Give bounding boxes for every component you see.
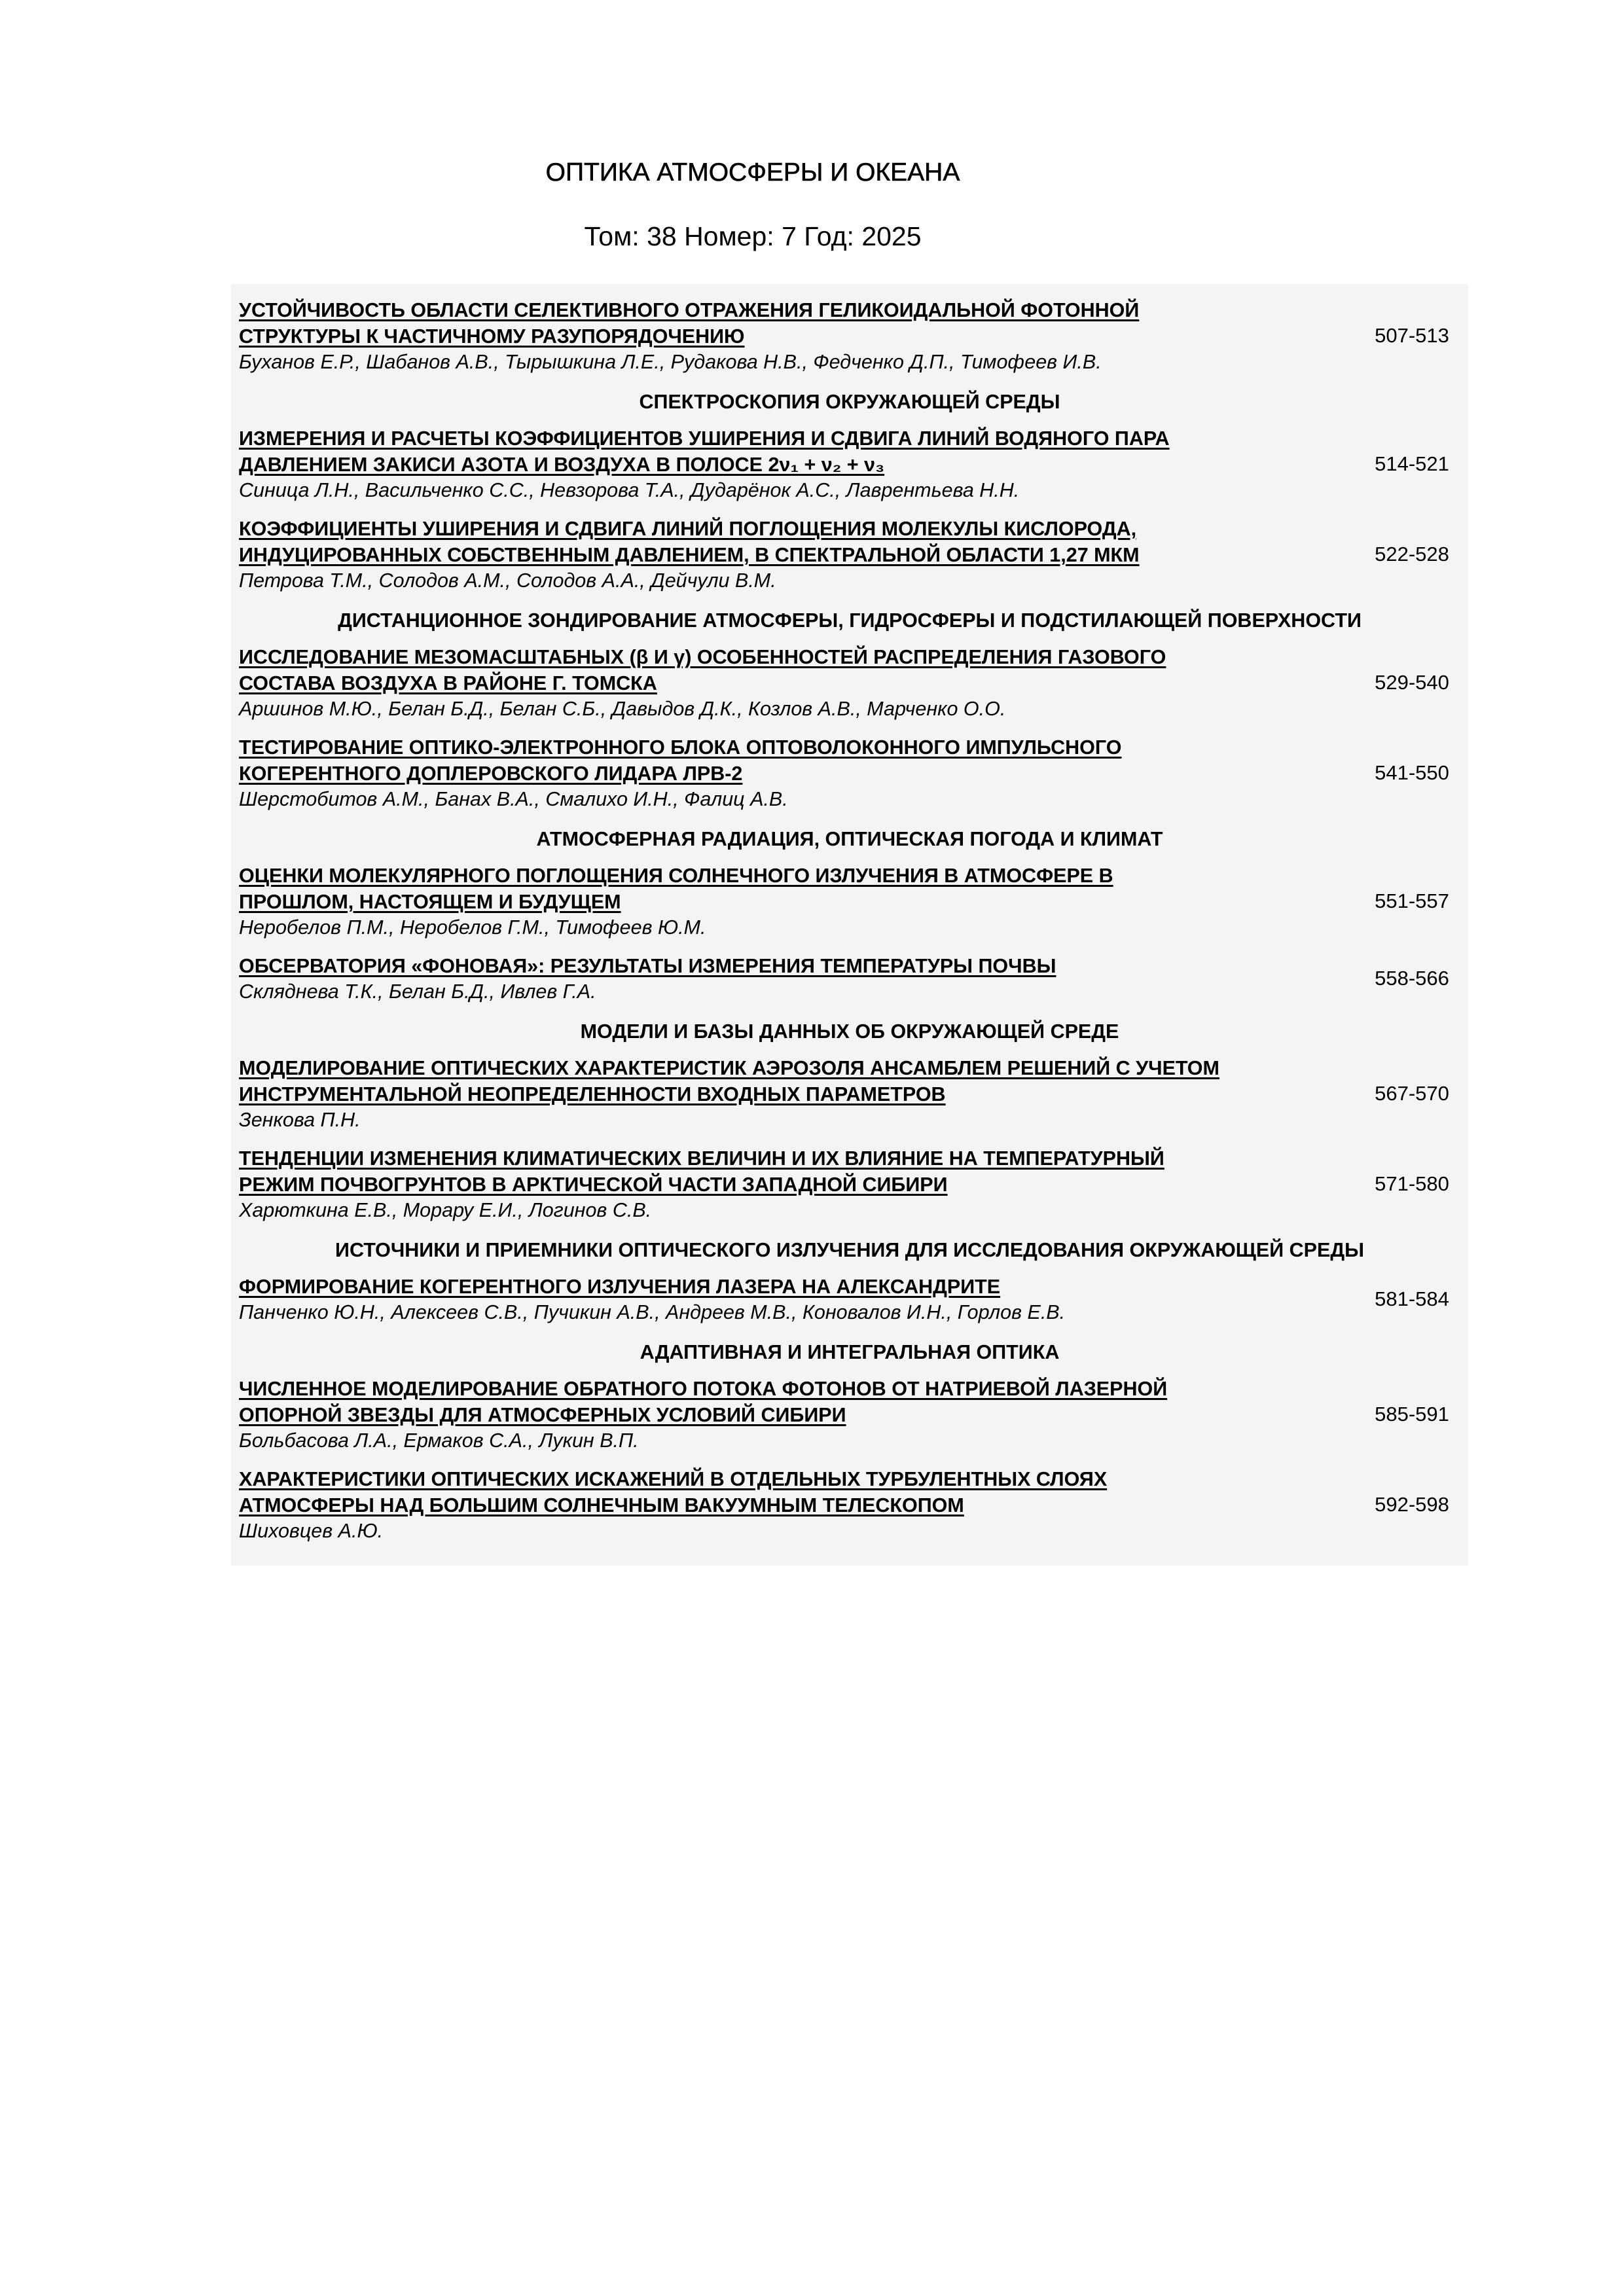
article-pages: 567-570 — [1375, 1082, 1449, 1105]
article-title-link[interactable]: УСТОЙЧИВОСТЬ ОБЛАСТИ СЕЛЕКТИВНОГО ОТРАЖЕНИЯ ГЕЛИКОИДАЛЬНОЙ ФОТОННОЙ — [239, 299, 1140, 321]
article-title-link[interactable]: ПРОШЛОМ, НАСТОЯЩЕМ И БУДУЩЕМ — [239, 891, 621, 913]
article-pages: 529-540 — [1375, 671, 1449, 694]
article-pages: 558-566 — [1375, 967, 1449, 990]
article-pages: 585-591 — [1375, 1403, 1449, 1426]
article-row — [231, 730, 1468, 821]
article-title-link[interactable]: СТРУКТУРЫ К ЧАСТИЧНОМУ РАЗУПОРЯДОЧЕНИЮ — [239, 325, 745, 348]
article-authors: Синица Л.Н., Васильченко С.С., Невзорова Т.А., Дударёнок А.С., Лаврентьева Н.Н. — [239, 479, 1020, 501]
article-title-link[interactable]: АТМОСФЕРЫ НАД БОЛЬШИМ СОЛНЕЧНЫМ ВАКУУМНЫМ ТЕЛЕСКОПОМ — [239, 1494, 964, 1516]
article-title-link[interactable]: МОДЕЛИРОВАНИЕ ОПТИЧЕСКИХ ХАРАКТЕРИСТИК АЭРОЗОЛЯ АНСАМБЛЕМ РЕШЕНИЙ С УЧЕТОМ — [239, 1057, 1219, 1079]
article-pages: 551-557 — [1375, 889, 1449, 912]
article-text — [239, 953, 1362, 1004]
article-pages: 541-550 — [1375, 761, 1449, 784]
article-text — [239, 1274, 1362, 1325]
article-title-link[interactable]: ИНСТРУМЕНТАЛЬНОЙ НЕОПРЕДЕЛЕННОСТИ ВХОДНЫХ ПАРАМЕТРОВ — [239, 1083, 946, 1105]
article-pages: 514-521 — [1375, 452, 1449, 475]
article-title-link[interactable]: ИССЛЕДОВАНИЕ МЕЗОМАСШТАБНЫХ (β И γ) ОСОБЕННОСТЕЙ РАСПРЕДЕЛЕНИЯ ГАЗОВОГО — [239, 646, 1166, 668]
article-title-link[interactable]: ИНДУЦИРОВАННЫХ СОБСТВЕННЫМ ДАВЛЕНИЕМ, В СПЕКТРАЛЬНОЙ ОБЛАСТИ 1,27 МКМ — [239, 544, 1140, 566]
section-heading: СПЕКТРОСКОПИЯ ОКРУЖАЮЩЕЙ СРЕДЫ — [639, 391, 1060, 413]
article-pages: 592-598 — [1375, 1493, 1449, 1516]
article-row — [231, 859, 1468, 949]
article-title-link[interactable]: КОГЕРЕНТНОГО ДОПЛЕРОВСКОГО ЛИДАРА ЛРВ-2 — [239, 762, 743, 785]
article-authors: Харюткина Е.В., Морару Е.И., Логинов С.В. — [239, 1199, 652, 1221]
article-row — [231, 512, 1468, 602]
article-title-link[interactable]: ОЦЕНКИ МОЛЕКУЛЯРНОГО ПОГЛОЩЕНИЯ СОЛНЕЧНОГО ИЗЛУЧЕНИЯ В АТМОСФЕРЕ В — [239, 865, 1113, 887]
article-pages: 522-528 — [1375, 543, 1449, 565]
article-row — [231, 1462, 1468, 1552]
article-pages: 507-513 — [1375, 324, 1449, 347]
article-title-link[interactable]: ОПОРНОЙ ЗВЕЗДЫ ДЛЯ АТМОСФЕРНЫХ УСЛОВИЙ СИБИРИ — [239, 1404, 846, 1426]
article-title-link[interactable]: КОЭФФИЦИЕНТЫ УШИРЕНИЯ И СДВИГА ЛИНИЙ ПОГЛОЩЕНИЯ МОЛЕКУЛЫ КИСЛОРОДА, — [239, 518, 1137, 540]
article-pages: 571-580 — [1375, 1172, 1449, 1195]
table-of-contents — [231, 284, 1468, 1566]
article-text — [239, 1466, 1362, 1543]
article-authors: Шиховцев А.Ю. — [239, 1520, 384, 1542]
section-heading: ДИСТАНЦИОННОЕ ЗОНДИРОВАНИЕ АТМОСФЕРЫ, ГИДРОСФЕРЫ И ПОДСТИЛАЮЩЕЙ ПОВЕРХНОСТИ — [338, 609, 1362, 632]
article-title-link[interactable]: СОСТАВА ВОЗДУХА В РАЙОНЕ Г. ТОМСКА — [239, 672, 657, 694]
article-title-link[interactable]: ХАРАКТЕРИСТИКИ ОПТИЧЕСКИХ ИСКАЖЕНИЙ В ОТДЕЛЬНЫХ ТУРБУЛЕНТНЫХ СЛОЯХ — [239, 1468, 1108, 1490]
article-title-link[interactable]: ЧИСЛЕННОЕ МОДЕЛИРОВАНИЕ ОБРАТНОГО ПОТОКА ФОТОНОВ ОТ НАТРИЕВОЙ ЛАЗЕРНОЙ — [239, 1378, 1168, 1400]
article-text — [239, 425, 1362, 503]
article-text — [239, 1145, 1362, 1223]
article-row — [231, 1372, 1468, 1462]
article-pages: 581-584 — [1375, 1287, 1449, 1310]
article-authors: Аршинов М.Ю., Белан Б.Д., Белан С.Б., Давыдов Д.К., Козлов А.В., Марченко О.О. — [239, 698, 1006, 720]
issue-line: Том: 38 Номер: 7 Год: 2025 — [584, 221, 922, 251]
article-title-link[interactable]: ИЗМЕРЕНИЯ И РАСЧЕТЫ КОЭФФИЦИЕНТОВ УШИРЕНИЯ И СДВИГА ЛИНИЙ ВОДЯНОГО ПАРА — [239, 427, 1170, 450]
article-row — [231, 949, 1468, 1013]
article-title-link[interactable]: РЕЖИМ ПОЧВОГРУНТОВ В АРКТИЧЕСКОЙ ЧАСТИ ЗАПАДНОЙ СИБИРИ — [239, 1174, 948, 1196]
article-authors: Больбасова Л.А., Ермаков С.А., Лукин В.П. — [239, 1429, 639, 1452]
section-heading: ИСТОЧНИКИ И ПРИЕМНИКИ ОПТИЧЕСКОГО ИЗЛУЧЕНИЯ ДЛЯ ИССЛЕДОВАНИЯ ОКРУЖАЮЩЕЙ СРЕДЫ — [335, 1239, 1364, 1261]
article-text — [239, 297, 1362, 374]
article-row — [231, 1141, 1468, 1232]
article-text — [239, 863, 1362, 940]
article-text — [239, 644, 1362, 721]
article-authors: Панченко Ю.Н., Алексеев С.В., Пучикин А.В., Андреев М.В., Коновалов И.Н., Горлов Е.В. — [239, 1301, 1066, 1323]
article-authors: Неробелов П.М., Неробелов Г.М., Тимофеев Ю.М. — [239, 916, 706, 939]
article-row — [231, 1270, 1468, 1334]
article-authors: Буханов Е.Р., Шабанов А.В., Тырышкина Л.Е., Рудакова Н.В., Федченко Д.П., Тимофеев И.В. — [239, 351, 1102, 373]
article-authors: Петрова Т.М., Солодов А.М., Солодов А.А., Дейчули В.М. — [239, 569, 776, 592]
article-row — [231, 422, 1468, 512]
journal-title: ОПТИКА АТМОСФЕРЫ И ОКЕАНА — [545, 158, 960, 187]
article-title-link[interactable]: ТЕСТИРОВАНИЕ ОПТИКО-ЭЛЕКТРОННОГО БЛОКА ОПТОВОЛОКОННОГО ИМПУЛЬСНОГО — [239, 736, 1122, 759]
section-heading: МОДЕЛИ И БАЗЫ ДАННЫХ ОБ ОКРУЖАЮЩЕЙ СРЕДЕ — [580, 1020, 1119, 1043]
article-text — [239, 1055, 1362, 1132]
article-title-link[interactable]: ФОРМИРОВАНИЕ КОГЕРЕНТНОГО ИЗЛУЧЕНИЯ ЛАЗЕРА НА АЛЕКСАНДРИТЕ — [239, 1276, 1001, 1298]
article-row — [231, 293, 1468, 384]
article-row — [231, 1051, 1468, 1141]
article-title-link[interactable]: ТЕНДЕНЦИИ ИЗМЕНЕНИЯ КЛИМАТИЧЕСКИХ ВЕЛИЧИН И ИХ ВЛИЯНИЕ НА ТЕМПЕРАТУРНЫЙ — [239, 1147, 1164, 1170]
article-title-link[interactable]: ОБСЕРВАТОРИЯ «ФОНОВАЯ»: РЕЗУЛЬТАТЫ ИЗМЕРЕНИЯ ТЕМПЕРАТУРЫ ПОЧВЫ — [239, 955, 1056, 977]
article-title-link[interactable]: ДАВЛЕНИЕМ ЗАКИСИ АЗОТА И ВОЗДУХА В ПОЛОСЕ 2ν₁ + ν₂ + ν₃ — [239, 454, 885, 476]
article-text — [239, 734, 1362, 812]
section-heading: АДАПТИВНАЯ И ИНТЕГРАЛЬНАЯ ОПТИКА — [640, 1341, 1060, 1363]
article-text — [239, 1376, 1362, 1453]
article-authors: Шерстобитов А.М., Банах В.А., Смалихо И.Н., Фалиц А.В. — [239, 788, 788, 810]
article-row — [231, 640, 1468, 730]
section-heading: АТМОСФЕРНАЯ РАДИАЦИЯ, ОПТИЧЕСКАЯ ПОГОДА И КЛИМАТ — [536, 828, 1163, 850]
article-text — [239, 516, 1362, 593]
article-authors: Зенкова П.Н. — [239, 1109, 361, 1131]
article-authors: Скляднева Т.К., Белан Б.Д., Ивлев Г.А. — [239, 980, 596, 1003]
